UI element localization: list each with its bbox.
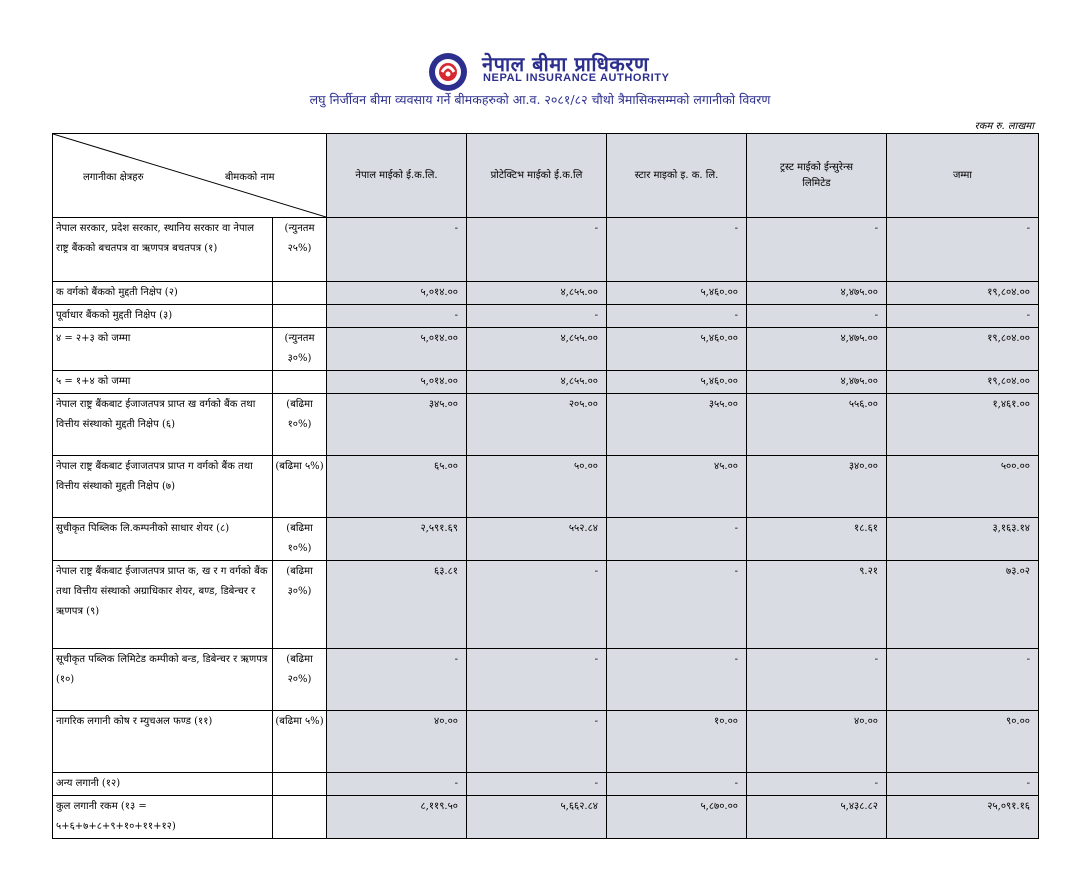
value-cell: ८,११९.५०	[327, 796, 467, 839]
row-label: नेपाल सरकार, प्रदेश सरकार, स्थानिय सरकार वा नेपाल राष्ट्र बैंकको बचतपत्र वा ऋणपत्र बचतपत्र (१)	[53, 218, 273, 282]
value-cell: १९,८०४.००	[887, 371, 1039, 394]
row-label: सूचीकृत पब्लिक लिमिटेड कम्पीको बन्ड, डिबेन्चर र ऋणपत्र (१०)	[53, 649, 273, 711]
row-limit: (न्युनतम ३०%)	[273, 328, 327, 371]
row-limit: (बढिमा १०%)	[273, 518, 327, 561]
column-header: ट्रस्ट माईको ईन्सुरेन्स लिमिटेड	[747, 134, 887, 218]
value-cell: ५,४६०.००	[607, 328, 747, 371]
value-cell: १,४६१.००	[887, 394, 1039, 456]
column-header: नेपाल माईको ई.क.लि.	[327, 134, 467, 218]
table-row	[53, 394, 1039, 456]
value-cell: २०५.००	[467, 394, 607, 456]
value-cell: -	[887, 218, 1039, 282]
table-row	[53, 328, 1039, 371]
value-cell: -	[887, 649, 1039, 711]
table-row	[53, 561, 1039, 649]
row-label: पूर्वाधार बैंकको मुद्दती निक्षेप (३)	[53, 305, 273, 328]
row-label: क वर्गको बैंकको मुद्दती निक्षेप (२)	[53, 282, 273, 305]
value-cell: ६३.८१	[327, 561, 467, 649]
value-cell: -	[747, 305, 887, 328]
value-cell: ३५५.००	[607, 394, 747, 456]
value-cell: -	[607, 518, 747, 561]
column-header: जम्मा	[887, 134, 1039, 218]
value-cell: ७३.०२	[887, 561, 1039, 649]
table-row	[53, 282, 1039, 305]
value-cell: ४,४७५.००	[747, 371, 887, 394]
row-limit: (बढिमा १०%)	[273, 394, 327, 456]
value-cell: २५,०९१.१६	[887, 796, 1039, 839]
value-cell: १९,८०४.००	[887, 328, 1039, 371]
column-header: प्रोटेक्टिभ माईको ई.क.लि	[467, 134, 607, 218]
table-row-total	[53, 796, 1039, 839]
value-cell: ५,०१४.००	[327, 328, 467, 371]
unit-note: रकम रु. लाखमा	[974, 121, 1034, 132]
value-cell: ४०.००	[747, 711, 887, 773]
row-limit	[273, 773, 327, 796]
value-cell: ४,४७५.००	[747, 282, 887, 305]
org-name-english: NEPAL INSURANCE AUTHORITY	[483, 72, 670, 84]
table-row	[53, 218, 1039, 282]
row-label: सुचीकृत पिब्लिक लि.कम्पनीको साधार शेयर (८)	[53, 518, 273, 561]
value-cell: -	[747, 649, 887, 711]
value-cell: -	[887, 305, 1039, 328]
corner-right-label: बीमकको नाम	[225, 172, 275, 183]
value-cell: -	[327, 305, 467, 328]
value-cell: ४,८५५.००	[467, 282, 607, 305]
value-cell: ५,४६०.००	[607, 371, 747, 394]
value-cell: -	[327, 649, 467, 711]
table-row	[53, 518, 1039, 561]
table-row	[53, 649, 1039, 711]
value-cell: ९.२१	[747, 561, 887, 649]
row-label: नेपाल राष्ट्र बैंकबाट ईजाजतपत्र प्राप्त ग वर्गको बैंक तथा वित्तीय संस्थाको मुद्दती निक्षेप (७)	[53, 456, 273, 518]
value-cell: ५,०१४.००	[327, 371, 467, 394]
value-cell: -	[467, 773, 607, 796]
value-cell: ३४०.००	[747, 456, 887, 518]
row-limit: (बढिमा ५%)	[273, 711, 327, 773]
table-row	[53, 305, 1039, 328]
value-cell: ९०.००	[887, 711, 1039, 773]
org-name-nepali: नेपाल बीमा प्राधिकरण	[482, 52, 649, 76]
value-cell: ४०.००	[327, 711, 467, 773]
row-label: नेपाल राष्ट्र बैंकबाट ईजाजतपत्र प्राप्त ख वर्गको बैंक तथा वित्तीय संस्थाको मुद्दती निक्षेप (६)	[53, 394, 273, 456]
table-header-row	[53, 134, 1039, 218]
value-cell: ३४५.००	[327, 394, 467, 456]
value-cell: १८.६१	[747, 518, 887, 561]
value-cell: -	[467, 711, 607, 773]
value-cell: -	[467, 305, 607, 328]
value-cell: -	[747, 218, 887, 282]
row-limit: (बढिमा २०%)	[273, 649, 327, 711]
row-limit	[273, 305, 327, 328]
value-cell: -	[607, 773, 747, 796]
value-cell: -	[467, 218, 607, 282]
report-title: लघु निर्जीवन बीमा व्यवसाय गर्ने बीमकहरुको आ.व. २०८१/८२ चौथो त्रैमासिकसम्मको लगानीको विवरण	[309, 92, 771, 107]
value-cell: १०.००	[607, 711, 747, 773]
value-cell: ५,४३८.८२	[747, 796, 887, 839]
column-header: स्टार माइको इ. क. लि.	[607, 134, 747, 218]
value-cell: ५,०१४.००	[327, 282, 467, 305]
value-cell: -	[467, 561, 607, 649]
row-label: ४ = २+३ को जम्मा	[53, 328, 273, 371]
value-cell: -	[327, 218, 467, 282]
value-cell: ४५.००	[607, 456, 747, 518]
value-cell: -	[607, 561, 747, 649]
row-limit: (बढिमा ५%)	[273, 456, 327, 518]
table-row	[53, 773, 1039, 796]
value-cell: ६५.००	[327, 456, 467, 518]
value-cell: -	[607, 649, 747, 711]
row-limit: (बढिमा ३०%)	[273, 561, 327, 649]
corner-left-label: लगानीका क्षेत्रहरु	[83, 172, 144, 183]
row-limit: (न्युनतम २५%)	[273, 218, 327, 282]
table-row	[53, 711, 1039, 773]
value-cell: ५०.००	[467, 456, 607, 518]
value-cell: ४,८५५.००	[467, 371, 607, 394]
value-cell: ३,१६३.१४	[887, 518, 1039, 561]
row-label: नेपाल राष्ट्र बैंकबाट ईजाजतपत्र प्राप्त क, ख र ग वर्गको बैंक तथा वित्तीय संस्थाको अग्राधिकार शेयर, बण्ड, डिबेन्चर र ऋणपत्र (९)	[53, 561, 273, 649]
value-cell: ४,४७५.००	[747, 328, 887, 371]
value-cell: -	[467, 649, 607, 711]
value-cell: ४,८५५.००	[467, 328, 607, 371]
row-limit	[273, 282, 327, 305]
table-row	[53, 371, 1039, 394]
value-cell: ५,६६२.८४	[467, 796, 607, 839]
row-label: कुल लगानी रकम (१३ = ५+६+७+८+९+१०+११+१२)	[53, 796, 273, 839]
corner-header-cell	[53, 134, 327, 218]
row-label: ५ = १+४ को जम्मा	[53, 371, 273, 394]
value-cell: -	[747, 773, 887, 796]
value-cell: -	[607, 305, 747, 328]
value-cell: ५५६.००	[747, 394, 887, 456]
investment-table	[52, 133, 1039, 839]
value-cell: १९,८०४.००	[887, 282, 1039, 305]
value-cell: २,५९१.६९	[327, 518, 467, 561]
value-cell: ५,४६०.००	[607, 282, 747, 305]
row-label: अन्य लगानी (१२)	[53, 773, 273, 796]
table-row	[53, 456, 1039, 518]
value-cell: ५००.००	[887, 456, 1039, 518]
value-cell: -	[607, 218, 747, 282]
value-cell: -	[887, 773, 1039, 796]
nia-logo-icon	[428, 52, 468, 92]
value-cell: ५५२.८४	[467, 518, 607, 561]
value-cell: -	[327, 773, 467, 796]
value-cell: ५,८७०.००	[607, 796, 747, 839]
row-label: नागरिक लगानी कोष र म्युचअल फण्ड (११)	[53, 711, 273, 773]
row-limit	[273, 371, 327, 394]
row-limit	[273, 796, 327, 839]
